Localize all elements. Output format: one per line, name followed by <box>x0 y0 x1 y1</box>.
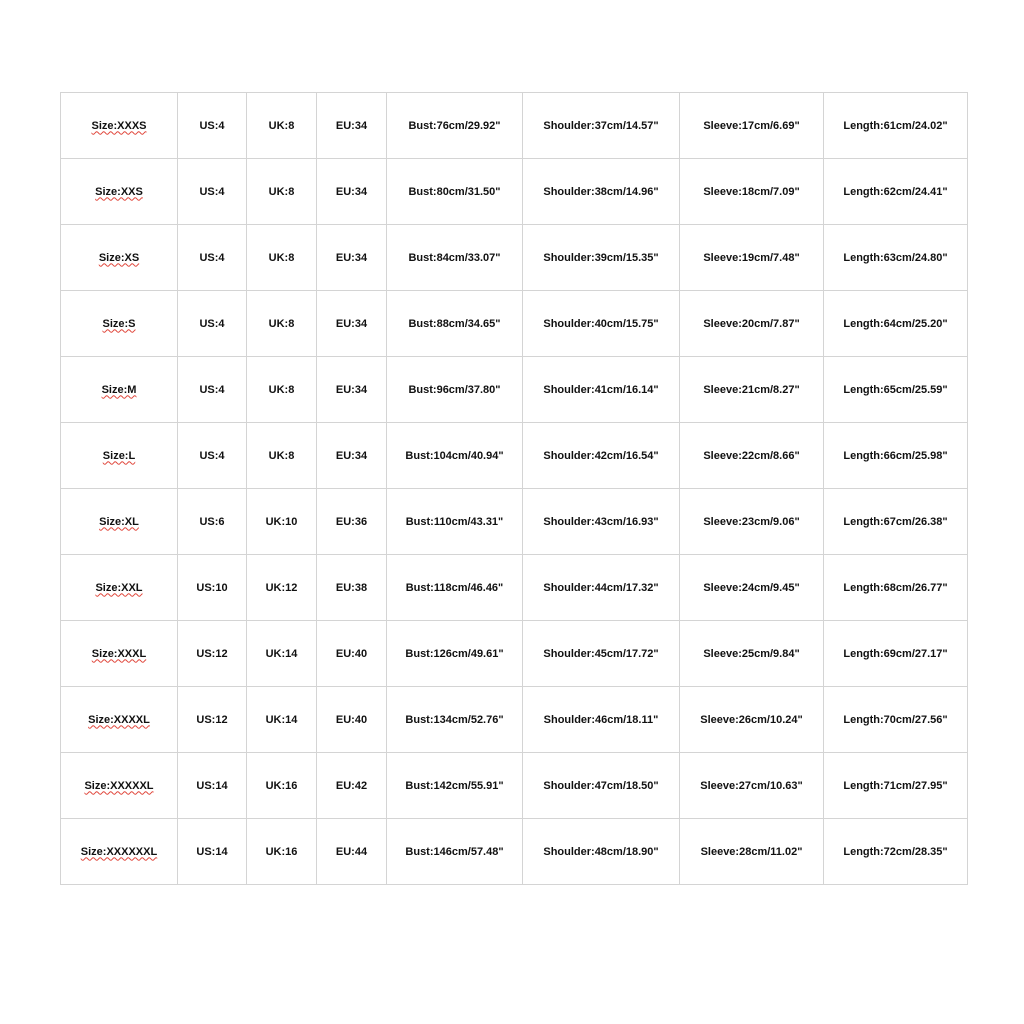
eu-size-cell: EU:34 <box>317 357 387 423</box>
uk-size-cell: UK:12 <box>247 555 317 621</box>
eu-size-cell: EU:34 <box>317 423 387 489</box>
us-size-cell: US:12 <box>178 621 247 687</box>
uk-size-cell: UK:10 <box>247 489 317 555</box>
size-label: Size:XXXL <box>91 647 147 660</box>
us-size-cell: US:6 <box>178 489 247 555</box>
bust-cell: Bust:80cm/31.50" <box>387 159 523 225</box>
sleeve-cell: Sleeve:23cm/9.06" <box>680 489 824 555</box>
shoulder-cell: Shoulder:44cm/17.32" <box>523 555 680 621</box>
table-row <box>61 555 968 621</box>
length-cell: Length:61cm/24.02" <box>824 93 968 159</box>
bust-cell: Bust:142cm/55.91" <box>387 753 523 819</box>
length-cell: Length:67cm/26.38" <box>824 489 968 555</box>
eu-size-cell: EU:40 <box>317 687 387 753</box>
shoulder-cell: Shoulder:47cm/18.50" <box>523 753 680 819</box>
table-row <box>61 225 968 291</box>
eu-size-cell: EU:34 <box>317 93 387 159</box>
size-label: Size:XXXXXXL <box>80 845 158 858</box>
length-cell: Length:72cm/28.35" <box>824 819 968 885</box>
uk-size-cell: UK:16 <box>247 753 317 819</box>
table-row <box>61 489 968 555</box>
bust-cell: Bust:84cm/33.07" <box>387 225 523 291</box>
uk-size-cell: UK:8 <box>247 423 317 489</box>
size-cell <box>61 687 178 753</box>
bust-cell: Bust:104cm/40.94" <box>387 423 523 489</box>
sleeve-cell: Sleeve:17cm/6.69" <box>680 93 824 159</box>
uk-size-cell: UK:16 <box>247 819 317 885</box>
sleeve-cell: Sleeve:26cm/10.24" <box>680 687 824 753</box>
length-cell: Length:69cm/27.17" <box>824 621 968 687</box>
sleeve-cell: Sleeve:25cm/9.84" <box>680 621 824 687</box>
uk-size-cell: UK:14 <box>247 687 317 753</box>
size-label: Size:XL <box>99 515 139 528</box>
table-row <box>61 687 968 753</box>
size-cell <box>61 753 178 819</box>
size-cell <box>61 93 178 159</box>
sleeve-cell: Sleeve:20cm/7.87" <box>680 291 824 357</box>
eu-size-cell: EU:34 <box>317 159 387 225</box>
shoulder-cell: Shoulder:43cm/16.93" <box>523 489 680 555</box>
eu-size-cell: EU:36 <box>317 489 387 555</box>
shoulder-cell: Shoulder:48cm/18.90" <box>523 819 680 885</box>
size-cell <box>61 555 178 621</box>
bust-cell: Bust:118cm/46.46" <box>387 555 523 621</box>
eu-size-cell: EU:42 <box>317 753 387 819</box>
shoulder-cell: Shoulder:41cm/16.14" <box>523 357 680 423</box>
length-cell: Length:62cm/24.41" <box>824 159 968 225</box>
uk-size-cell: UK:14 <box>247 621 317 687</box>
length-cell: Length:66cm/25.98" <box>824 423 968 489</box>
size-cell <box>61 819 178 885</box>
bust-cell: Bust:96cm/37.80" <box>387 357 523 423</box>
size-chart-table <box>60 92 968 885</box>
us-size-cell: US:14 <box>178 753 247 819</box>
length-cell: Length:65cm/25.59" <box>824 357 968 423</box>
shoulder-cell: Shoulder:46cm/18.11" <box>523 687 680 753</box>
sleeve-cell: Sleeve:18cm/7.09" <box>680 159 824 225</box>
eu-size-cell: EU:34 <box>317 225 387 291</box>
size-cell <box>61 291 178 357</box>
us-size-cell: US:4 <box>178 423 247 489</box>
size-label: Size:XXXXXL <box>84 779 154 792</box>
table-row <box>61 291 968 357</box>
size-label: Size:XS <box>98 251 140 264</box>
length-cell: Length:70cm/27.56" <box>824 687 968 753</box>
size-label: Size:S <box>102 317 136 330</box>
bust-cell: Bust:88cm/34.65" <box>387 291 523 357</box>
length-cell: Length:71cm/27.95" <box>824 753 968 819</box>
sleeve-cell: Sleeve:27cm/10.63" <box>680 753 824 819</box>
us-size-cell: US:4 <box>178 225 247 291</box>
table-row <box>61 93 968 159</box>
size-cell <box>61 357 178 423</box>
bust-cell: Bust:126cm/49.61" <box>387 621 523 687</box>
us-size-cell: US:12 <box>178 687 247 753</box>
table-row <box>61 621 968 687</box>
size-cell <box>61 621 178 687</box>
shoulder-cell: Shoulder:39cm/15.35" <box>523 225 680 291</box>
length-cell: Length:64cm/25.20" <box>824 291 968 357</box>
size-cell <box>61 159 178 225</box>
bust-cell: Bust:76cm/29.92" <box>387 93 523 159</box>
us-size-cell: US:4 <box>178 159 247 225</box>
size-label: Size:L <box>102 449 136 462</box>
bust-cell: Bust:134cm/52.76" <box>387 687 523 753</box>
sleeve-cell: Sleeve:19cm/7.48" <box>680 225 824 291</box>
shoulder-cell: Shoulder:38cm/14.96" <box>523 159 680 225</box>
size-label: Size:M <box>101 383 137 396</box>
size-label: Size:XXXXL <box>88 713 150 726</box>
length-cell: Length:63cm/24.80" <box>824 225 968 291</box>
eu-size-cell: EU:44 <box>317 819 387 885</box>
us-size-cell: US:14 <box>178 819 247 885</box>
shoulder-cell: Shoulder:40cm/15.75" <box>523 291 680 357</box>
us-size-cell: US:4 <box>178 93 247 159</box>
size-cell <box>61 423 178 489</box>
us-size-cell: US:4 <box>178 291 247 357</box>
table-row <box>61 423 968 489</box>
table-row <box>61 159 968 225</box>
eu-size-cell: EU:34 <box>317 291 387 357</box>
sleeve-cell: Sleeve:22cm/8.66" <box>680 423 824 489</box>
uk-size-cell: UK:8 <box>247 225 317 291</box>
uk-size-cell: UK:8 <box>247 291 317 357</box>
uk-size-cell: UK:8 <box>247 93 317 159</box>
size-cell <box>61 225 178 291</box>
uk-size-cell: UK:8 <box>247 357 317 423</box>
size-cell <box>61 489 178 555</box>
bust-cell: Bust:110cm/43.31" <box>387 489 523 555</box>
shoulder-cell: Shoulder:45cm/17.72" <box>523 621 680 687</box>
table-row <box>61 753 968 819</box>
size-label: Size:XXXS <box>91 119 147 132</box>
shoulder-cell: Shoulder:37cm/14.57" <box>523 93 680 159</box>
size-label: Size:XXS <box>95 185 143 198</box>
eu-size-cell: EU:40 <box>317 621 387 687</box>
uk-size-cell: UK:8 <box>247 159 317 225</box>
sleeve-cell: Sleeve:21cm/8.27" <box>680 357 824 423</box>
table-row <box>61 357 968 423</box>
size-label: Size:XXL <box>95 581 143 594</box>
length-cell: Length:68cm/26.77" <box>824 555 968 621</box>
table-row <box>61 819 968 885</box>
sleeve-cell: Sleeve:24cm/9.45" <box>680 555 824 621</box>
sleeve-cell: Sleeve:28cm/11.02" <box>680 819 824 885</box>
us-size-cell: US:4 <box>178 357 247 423</box>
size-chart-body <box>61 93 968 885</box>
eu-size-cell: EU:38 <box>317 555 387 621</box>
us-size-cell: US:10 <box>178 555 247 621</box>
bust-cell: Bust:146cm/57.48" <box>387 819 523 885</box>
shoulder-cell: Shoulder:42cm/16.54" <box>523 423 680 489</box>
